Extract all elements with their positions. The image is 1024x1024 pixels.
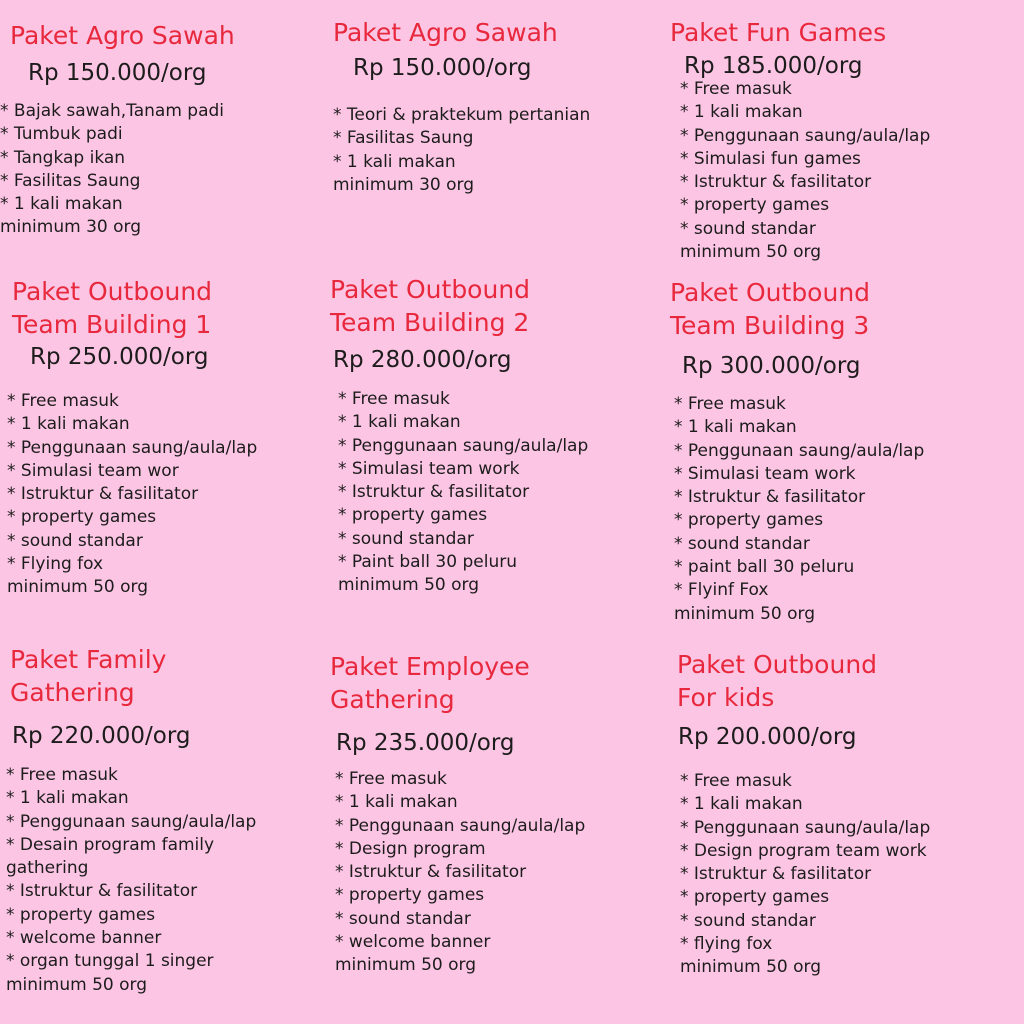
package-card-agro-sawah-2 bbox=[333, 16, 663, 197]
package-card-family-gathering bbox=[6, 643, 340, 997]
package-title: Paket Employee Gathering bbox=[330, 652, 530, 714]
package-price: Rp 150.000/org bbox=[353, 55, 532, 81]
package-title: Paket Family Gathering bbox=[10, 645, 167, 707]
feature-item: * Teori & praktekum pertanian bbox=[333, 105, 591, 125]
feature-item: * property games bbox=[7, 507, 157, 528]
feature-item: * 1 kali makan bbox=[680, 794, 803, 815]
feature-item: * 1 kali makan bbox=[680, 102, 803, 123]
feature-item: * Istruktur & fasilitator bbox=[338, 482, 530, 503]
package-minimum: minimum 50 org bbox=[7, 577, 148, 598]
feature-item: * paint ball 30 peluru bbox=[674, 557, 855, 578]
feature-item: * Istruktur & fasilitator bbox=[7, 484, 199, 505]
package-price: Rp 185.000/org bbox=[684, 53, 863, 79]
feature-item: * flying fox bbox=[680, 934, 773, 955]
feature-item: * Free masuk bbox=[7, 391, 119, 411]
feature-item: * Simulasi team work bbox=[674, 463, 856, 484]
feature-item: * 1 kali makan bbox=[338, 412, 461, 433]
feature-item: * Simulasi fun games bbox=[680, 148, 861, 169]
feature-item: * welcome banner bbox=[335, 932, 491, 953]
feature-item: * Istruktur & fasilitator bbox=[335, 862, 527, 883]
package-minimum: minimum 50 org bbox=[680, 242, 821, 263]
package-price: Rp 280.000/org bbox=[333, 347, 512, 373]
feature-item: * Paint ball 30 peluru bbox=[338, 552, 517, 573]
feature-item: * Free masuk bbox=[680, 771, 792, 791]
package-minimum: minimum 50 org bbox=[674, 603, 815, 624]
package-card-team-building-3 bbox=[670, 276, 1000, 626]
package-price: Rp 220.000/org bbox=[12, 723, 191, 749]
feature-item: * Free masuk bbox=[674, 394, 786, 414]
package-features bbox=[680, 78, 1000, 241]
package-features bbox=[674, 393, 1000, 603]
package-features bbox=[335, 768, 660, 954]
feature-item: * Fasilitas Saung bbox=[0, 170, 141, 191]
feature-item: * property games bbox=[680, 195, 830, 216]
feature-item: * 1 kali makan bbox=[7, 414, 130, 435]
feature-item: * 1 kali makan bbox=[6, 788, 129, 809]
package-title: Paket Agro Sawah bbox=[333, 18, 558, 47]
feature-item: * sound standar bbox=[674, 533, 810, 554]
package-price: Rp 200.000/org bbox=[678, 724, 857, 750]
feature-item: * Free masuk bbox=[6, 765, 118, 785]
feature-item: * Penggunaan saung/aula/lap bbox=[7, 437, 258, 458]
package-minimum: minimum 30 org bbox=[333, 174, 474, 195]
feature-item: * Flying fox bbox=[7, 554, 104, 575]
package-title: Paket Outbound For kids bbox=[677, 650, 878, 712]
feature-item: * Fasilitas Saung bbox=[333, 128, 474, 149]
feature-item: * Desain program family gathering bbox=[6, 834, 215, 879]
feature-item: * sound standar bbox=[335, 908, 471, 929]
feature-item: * Penggunaan saung/aula/lap bbox=[335, 815, 586, 836]
feature-item: * Simulasi team wor bbox=[7, 460, 179, 481]
package-features bbox=[0, 100, 330, 216]
package-price: Rp 235.000/org bbox=[336, 730, 515, 756]
feature-item: * Istruktur & fasilitator bbox=[680, 172, 872, 193]
feature-item: * Penggunaan saung/aula/lap bbox=[338, 435, 589, 456]
package-price: Rp 150.000/org bbox=[28, 60, 207, 86]
feature-item: * property games bbox=[680, 887, 830, 908]
feature-item: * Design program team work bbox=[680, 840, 927, 861]
package-title: Paket Outbound Team Building 1 bbox=[12, 277, 213, 339]
package-price: Rp 250.000/org bbox=[30, 344, 209, 370]
feature-item: * 1 kali makan bbox=[335, 792, 458, 813]
package-card-agro-sawah-1 bbox=[0, 19, 330, 240]
feature-item: * property games bbox=[338, 505, 488, 526]
package-card-fun-games bbox=[670, 16, 1000, 264]
feature-item: * Istruktur & fasilitator bbox=[680, 864, 872, 885]
package-card-outbound-kids bbox=[677, 648, 1007, 980]
feature-item: * sound standar bbox=[7, 530, 143, 551]
package-price: Rp 300.000/org bbox=[682, 353, 861, 379]
package-features bbox=[333, 104, 663, 174]
package-minimum: minimum 30 org bbox=[0, 217, 141, 238]
package-card-team-building-2 bbox=[330, 273, 660, 598]
feature-item: * property games bbox=[6, 904, 156, 925]
package-title: Paket Agro Sawah bbox=[10, 21, 235, 50]
feature-item: * 1 kali makan bbox=[674, 417, 797, 438]
feature-item: * welcome banner bbox=[6, 928, 162, 949]
feature-item: * 1 kali makan bbox=[333, 151, 456, 172]
feature-item: * sound standar bbox=[680, 910, 816, 931]
feature-item: * Istruktur & fasilitator bbox=[674, 487, 866, 508]
package-card-team-building-1 bbox=[7, 275, 342, 600]
feature-item: * Design program bbox=[335, 838, 486, 859]
feature-item: * sound standar bbox=[338, 528, 474, 549]
package-minimum: minimum 50 org bbox=[6, 974, 147, 995]
feature-item: * Free masuk bbox=[680, 79, 792, 99]
package-minimum: minimum 50 org bbox=[335, 955, 476, 976]
feature-item: * property games bbox=[674, 510, 824, 531]
package-minimum: minimum 50 org bbox=[338, 575, 479, 596]
package-title: Paket Outbound Team Building 2 bbox=[330, 275, 531, 337]
feature-item: * property games bbox=[335, 885, 485, 906]
package-title: Paket Outbound Team Building 3 bbox=[670, 278, 871, 340]
feature-item: * Penggunaan saung/aula/lap bbox=[680, 125, 931, 146]
feature-item: * Penggunaan saung/aula/lap bbox=[674, 440, 925, 461]
feature-item: * Simulasi team work bbox=[338, 458, 520, 479]
package-minimum: minimum 50 org bbox=[680, 957, 821, 978]
package-title: Paket Fun Games bbox=[670, 18, 887, 47]
feature-item: * Free masuk bbox=[335, 769, 447, 789]
feature-item: * Flyinf Fox bbox=[674, 580, 769, 601]
package-card-employee-gathering bbox=[330, 650, 660, 978]
feature-item: * organ tunggal 1 singer bbox=[6, 951, 214, 972]
feature-item: * Penggunaan saung/aula/lap bbox=[6, 811, 257, 832]
feature-item: * 1 kali makan bbox=[0, 194, 123, 215]
package-features bbox=[6, 764, 340, 974]
feature-item: * Tangkap ikan bbox=[0, 147, 126, 168]
feature-item: * Bajak sawah,Tanam padi bbox=[0, 101, 225, 121]
package-features bbox=[7, 390, 342, 576]
feature-item: * Penggunaan saung/aula/lap bbox=[680, 817, 931, 838]
package-features bbox=[338, 388, 660, 574]
feature-item: * Istruktur & fasilitator bbox=[6, 881, 198, 902]
feature-item: * sound standar bbox=[680, 218, 816, 239]
package-features bbox=[680, 770, 1007, 956]
feature-item: * Free masuk bbox=[338, 389, 450, 409]
feature-item: * Tumbuk padi bbox=[0, 124, 123, 145]
